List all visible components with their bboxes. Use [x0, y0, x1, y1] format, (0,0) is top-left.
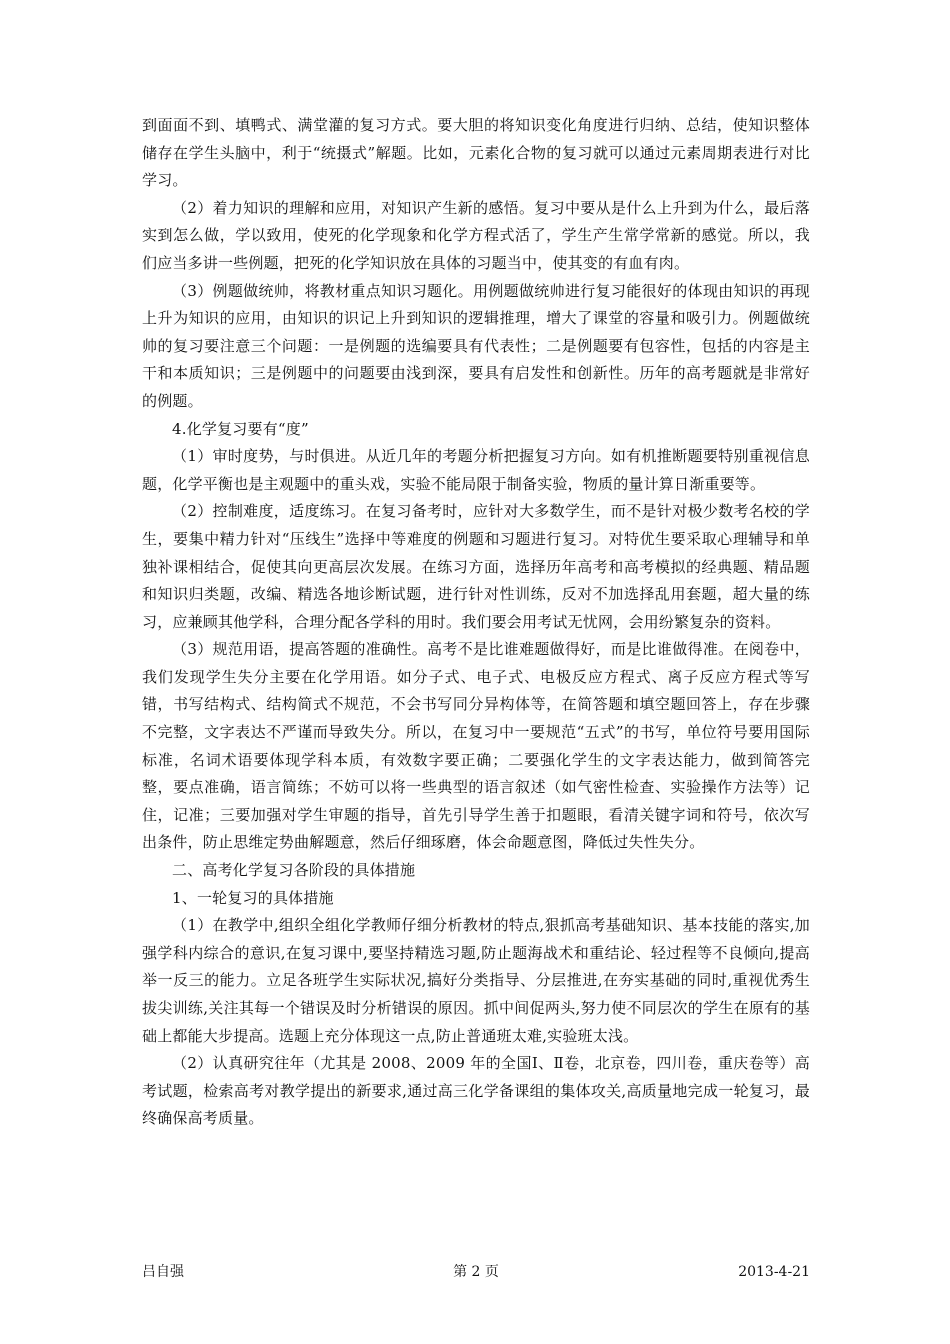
- paragraph-continued: 到面面不到、填鸭式、满堂灌的复习方式。要大胆的将知识变化角度进行归纳、总结，使知识整体储存在学生头脑中，利于“统摄式”解题。比如，元素化合物的复习就可以通过元素周期表进行对比学习。: [142, 116, 810, 190]
- paragraph-round1-point-1: （1）在教学中,组织全组化学教师仔细分析教材的特点,狠抓高考基础知识、基本技能的落实,加强学科内综合的意识,在复习课中,要坚持精选习题,防止题海战术和重结论、轻过程等不良倾向,提高举一反三的能力。立足各班学生实际状况,搞好分类指导、分层推进,在夯实基础的同时,重视优秀生拔尖训练,关注其每一个错误及时分析错误的原因。抓中间促两头,努力使不同层次的学生在原有的基础上都能大步提高。选题上充分体现这一点,防止普通班太难,实验班太浅。: [142, 916, 810, 1045]
- section-heading-2: 二、高考化学复习各阶段的具体措施: [172, 861, 416, 880]
- paragraph-point-2: （2）着力知识的理解和应用，对知识产生新的感悟。复习中要从是什么上升到为什么，最后落实到怎么做，学以致用，使死的化学现象和化学方程式活了，学生产生常学常新的感觉。所以，我们应当多讲一些例题，把死的化学知识放在具体的习题当中，使其变的有血有肉。: [142, 198, 810, 272]
- section-heading-4: 4.化学复习要有“度”: [172, 419, 309, 438]
- footer-author: 吕自强: [142, 1264, 184, 1280]
- page-footer: [142, 1262, 810, 1282]
- paragraph-4-point-2: （2）控制难度，适度练习。在复习备考时，应针对大多数学生，而不是针对极少数考名校的学生，要集中精力针对“压线生”选择中等难度的例题和习题进行复习。对特优生要采取心理辅导和单独补课相结合，促使其向更高层次发展。在练习方面，选择历年高考和高考模拟的经典题、精品题和知识归类题，改编、精选各地诊断试题，进行针对性训练，反对不加选择乱用套题，超大量的练习，应兼顾其他学科，合理分配各学科的用时。我们要会用考试无忧网，会用纷繁复杂的资料。: [142, 502, 810, 631]
- paragraph-4-point-1: （1）审时度势，与时俱进。从近几年的考题分析把握复习方向。如有机推断题要特别重视信息题，化学平衡也是主观题中的重头戏，实验不能局限于制备实验，物质的量计算日渐重要等。: [142, 447, 810, 493]
- paragraph-4-point-3: （3）规范用语，提高答题的准确性。高考不是比谁难题做得好，而是比谁做得准。在阅卷中，我们发现学生失分主要在化学用语。如分子式、电子式、电极反应方程式、离子反应方程式等写错，书写结构式、结构简式不规范，不会书写同分异构体等，在简答题和填空题回答上，存在步骤不完整，文字表达不严谨而导致失分。所以，在复习中一要规范“五式”的书写，单位符号要用国际标准，名词术语要体现学科本质，有效数字要正确；二要强化学生的文字表达能力，做到简答完整，要点准确，语言简练；不妨可以将一些典型的语言叙述（如气密性检查、实验操作方法等）记住，记准；三要加强对学生审题的指导，首先引导学生善于扣题眼，看清关键字词和符号，依次写出条件，防止思维定势曲解题意，然后仔细琢磨，体会命题意图，降低过失性失分。: [142, 640, 810, 852]
- paragraph-round1-point-2: （2）认真研究往年（尤其是 2008、2009 年的全国Ⅰ、Ⅱ卷，北京卷，四川卷，重庆卷等）高考试题，检索高考对教学提出的新要求,通过高三化学备课组的集体攻关,高质量地完成一轮复习，最终确保高考质量。: [142, 1054, 810, 1128]
- footer-page-number: 第 2 页: [453, 1264, 499, 1280]
- document-body: [142, 112, 810, 1133]
- subsection-heading-1: 1、一轮复习的具体措施: [172, 888, 334, 907]
- footer-date: 2013-4-21: [738, 1264, 810, 1280]
- paragraph-point-3: （3）例题做统帅，将教材重点知识习题化。用例题做统帅进行复习能很好的体现由知识的再现上升为知识的应用，由知识的识记上升到知识的逻辑推理，增大了课堂的容量和吸引力。例题做统帅的复习要注意三个问题：一是例题的选编要具有代表性；二是例题要有包容性，包括的内容是主干和本质知识；三是例题中的问题要由浅到深，要具有启发性和创新性。历年的高考题就是非常好的例题。: [142, 281, 810, 410]
